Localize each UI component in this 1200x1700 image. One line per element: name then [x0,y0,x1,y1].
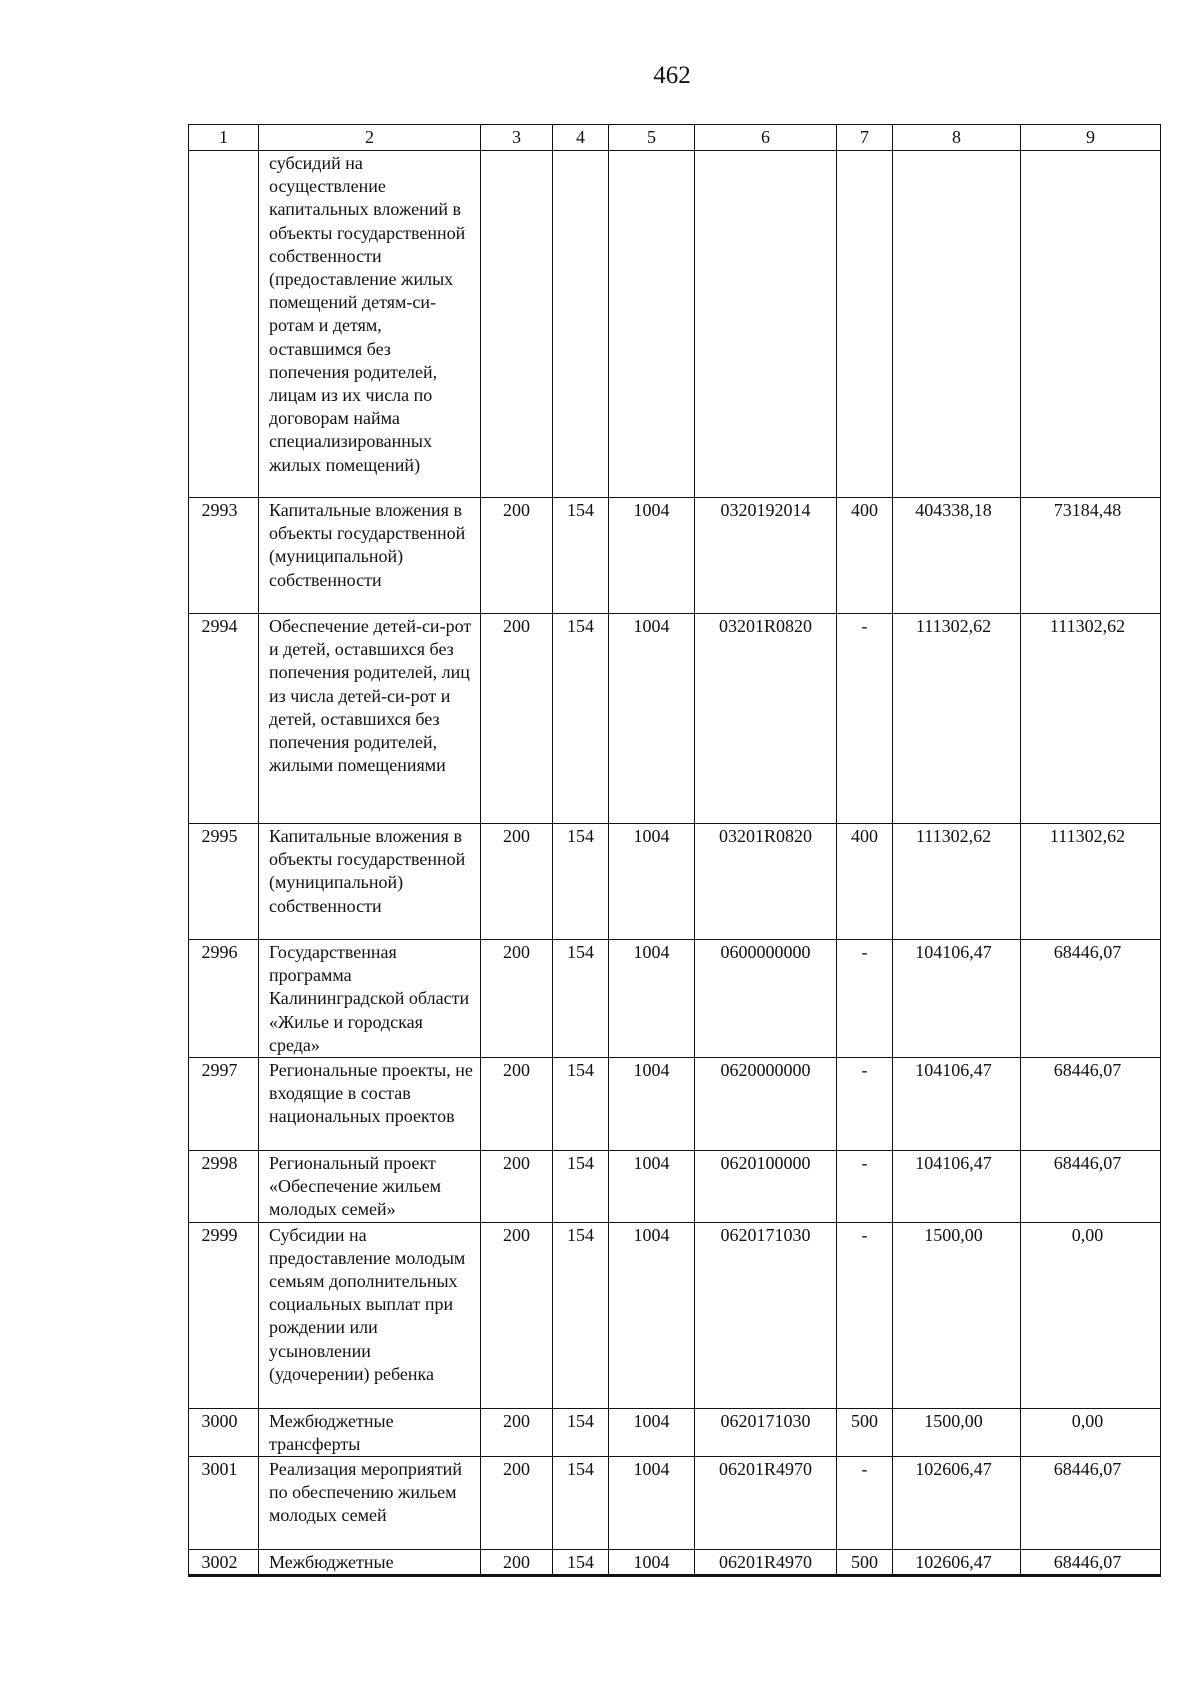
col-8-value: 104106,47 [893,940,1021,1058]
col-8-value: 102606,47 [893,1457,1021,1550]
row-name: Региональные проекты, не входящие в состав национальных проектов [259,1058,481,1151]
col-3-value [481,151,553,498]
col-8-value: 102606,47 [893,1550,1021,1576]
row-number: 2998 [189,1151,259,1223]
col-5-value: 1004 [609,1550,695,1576]
table-row [189,1058,1161,1151]
row-number: 2997 [189,1058,259,1151]
column-header: 9 [1021,125,1161,151]
col-6-value: 0620000000 [695,1058,837,1151]
col-6-value: 06201R4970 [695,1550,837,1576]
col-6-value [695,151,837,498]
col-3-value: 200 [481,824,553,940]
column-header: 5 [609,125,695,151]
table-row [189,151,1161,498]
col-5-value: 1004 [609,1151,695,1223]
table-row [189,1408,1161,1456]
col-6-value: 0320192014 [695,498,837,614]
col-7-value: - [837,1457,893,1550]
col-5-value [609,151,695,498]
col-5-value: 1004 [609,824,695,940]
col-7-value: 500 [837,1550,893,1576]
column-header: 1 [189,125,259,151]
row-number: 2996 [189,940,259,1058]
column-header: 6 [695,125,837,151]
table-row [189,1550,1161,1576]
table-header-row [189,125,1161,151]
col-5-value: 1004 [609,1058,695,1151]
table-row [189,1151,1161,1223]
col-8-value: 1500,00 [893,1408,1021,1456]
col-3-value: 200 [481,498,553,614]
column-header: 7 [837,125,893,151]
col-7-value [837,151,893,498]
col-9-value: 111302,62 [1021,824,1161,940]
col-4-value: 154 [553,940,609,1058]
col-9-value: 68446,07 [1021,1058,1161,1151]
col-9-value: 68446,07 [1021,940,1161,1058]
col-9-value: 0,00 [1021,1408,1161,1456]
col-5-value: 1004 [609,1222,695,1408]
col-7-value: - [837,1151,893,1223]
col-9-value [1021,151,1161,498]
col-8-value: 104106,47 [893,1058,1021,1151]
row-number [189,151,259,498]
col-6-value: 0620100000 [695,1151,837,1223]
budget-table [188,124,1161,1577]
table-row [189,498,1161,614]
col-4-value: 154 [553,1058,609,1151]
col-4-value: 154 [553,498,609,614]
row-name: Региональный проект «Обеспечение жильем молодых семей» [259,1151,481,1223]
col-3-value: 200 [481,1222,553,1408]
col-5-value: 1004 [609,1457,695,1550]
col-4-value: 154 [553,824,609,940]
row-number: 2993 [189,498,259,614]
col-4-value: 154 [553,614,609,824]
col-5-value: 1004 [609,614,695,824]
row-name: Капитальные вложения в объекты государственной (муниципальной) собственности [259,824,481,940]
col-6-value: 03201R0820 [695,614,837,824]
col-7-value: 400 [837,824,893,940]
col-9-value: 111302,62 [1021,614,1161,824]
table-row [189,1457,1161,1550]
col-4-value: 154 [553,1151,609,1223]
row-number: 2994 [189,614,259,824]
col-6-value: 0620171030 [695,1408,837,1456]
col-3-value: 200 [481,1058,553,1151]
row-name: субсидий на осуществление капитальных вложений в объекты государственной собственности (предоставление жилых помещений детям-си-ротам и детям, оставшимся без попечения родителей, лицам из их числа по договорам найма специализированных жилых помещений) [259,151,481,498]
col-3-value: 200 [481,1550,553,1576]
column-header: 2 [259,125,481,151]
col-6-value: 03201R0820 [695,824,837,940]
col-7-value: 400 [837,498,893,614]
col-4-value: 154 [553,1550,609,1576]
col-8-value: 104106,47 [893,1151,1021,1223]
col-6-value: 0600000000 [695,940,837,1058]
table-row [189,824,1161,940]
col-7-value: - [837,1058,893,1151]
col-8-value: 404338,18 [893,498,1021,614]
row-number: 3001 [189,1457,259,1550]
col-3-value: 200 [481,1408,553,1456]
col-6-value: 06201R4970 [695,1457,837,1550]
row-name: Капитальные вложения в объекты государственной (муниципальной) собственности [259,498,481,614]
row-number: 2999 [189,1222,259,1408]
col-9-value: 68446,07 [1021,1457,1161,1550]
col-8-value: 111302,62 [893,614,1021,824]
col-3-value: 200 [481,940,553,1058]
col-5-value: 1004 [609,1408,695,1456]
col-7-value: 500 [837,1408,893,1456]
col-3-value: 200 [481,1151,553,1223]
col-7-value: - [837,1222,893,1408]
col-3-value: 200 [481,614,553,824]
col-9-value: 73184,48 [1021,498,1161,614]
col-5-value: 1004 [609,940,695,1058]
col-8-value: 111302,62 [893,824,1021,940]
row-name: Обеспечение детей-си-рот и детей, оставшихся без попечения родителей, лиц из числа детей-си-рот и детей, оставшихся без попечения родителей, жилыми помещениями [259,614,481,824]
row-name: Субсидии на предоставление молодым семьям дополнительных социальных выплат при рождении или усыновлении (удочерении) ребенка [259,1222,481,1408]
col-7-value: - [837,614,893,824]
table-row [189,614,1161,824]
col-4-value [553,151,609,498]
row-number: 2995 [189,824,259,940]
row-name: Государственная программа Калининградской области «Жилье и городская среда» [259,940,481,1058]
col-4-value: 154 [553,1222,609,1408]
col-8-value [893,151,1021,498]
col-4-value: 154 [553,1457,609,1550]
column-header: 3 [481,125,553,151]
col-9-value: 0,00 [1021,1222,1161,1408]
column-header: 8 [893,125,1021,151]
table-row [189,1222,1161,1408]
col-8-value: 1500,00 [893,1222,1021,1408]
row-name: Межбюджетные трансферты [259,1408,481,1456]
col-4-value: 154 [553,1408,609,1456]
col-9-value: 68446,07 [1021,1550,1161,1576]
col-5-value: 1004 [609,498,695,614]
col-6-value: 0620171030 [695,1222,837,1408]
column-header: 4 [553,125,609,151]
table-row [189,940,1161,1058]
row-name: Реализация мероприятий по обеспечению жильем молодых семей [259,1457,481,1550]
col-3-value: 200 [481,1457,553,1550]
col-9-value: 68446,07 [1021,1151,1161,1223]
col-7-value: - [837,940,893,1058]
row-number: 3000 [189,1408,259,1456]
row-number: 3002 [189,1550,259,1576]
page-number: 462 [653,62,691,89]
row-name: Межбюджетные [259,1550,481,1576]
